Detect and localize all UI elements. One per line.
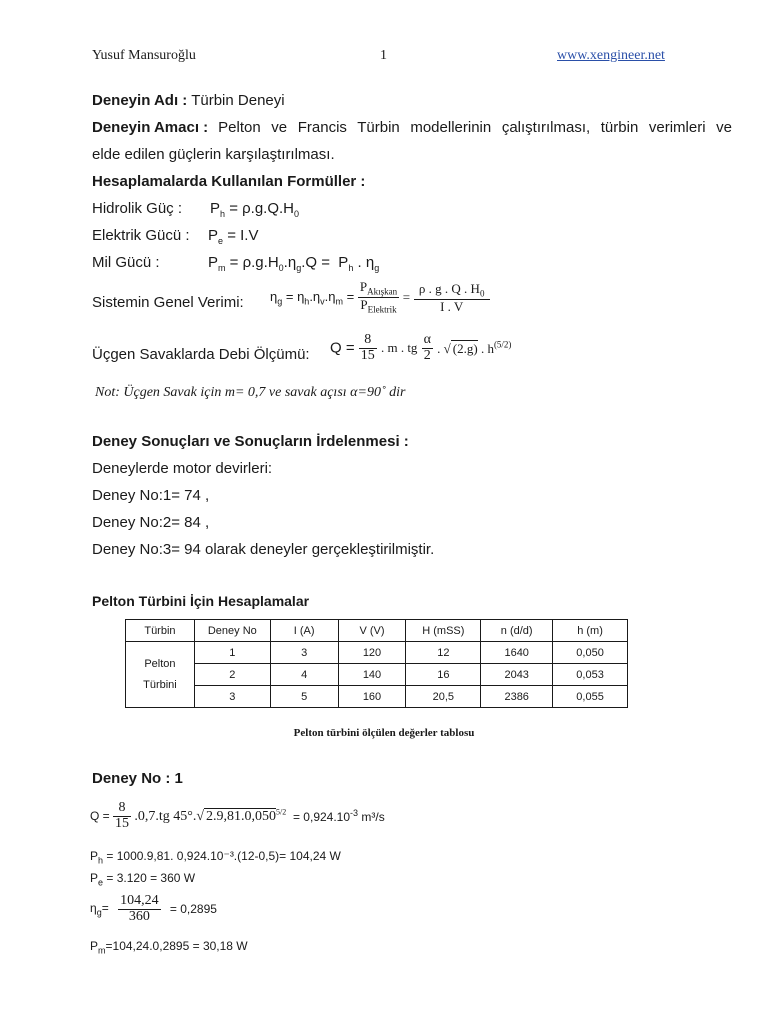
pelton-heading: Pelton Türbini İçin Hesaplamalar (92, 593, 310, 609)
experiment-purpose-text1: Pelton ve Francis Türbin modellerinin çalıştırılması, türbin verimleri ve (218, 119, 732, 136)
weir-note: Not: Üçgen Savak için m= 0,7 ve savak açısı α=90˚ dir (95, 385, 406, 400)
header-author: Yusuf Mansuroğlu (92, 48, 196, 63)
header-website-link[interactable]: www.xengineer.net (557, 48, 665, 63)
hydraulic-power-label: Hidrolik Güç : (92, 200, 183, 217)
shaft-power-value: =104,24.0,2895 = 30,18 W (105, 939, 248, 953)
table-header-cell: V (V) (338, 620, 406, 642)
electric-power-label: Elektrik Gücü : (92, 227, 190, 244)
experiment-purpose-label: Deneyin Amacı : (92, 119, 209, 136)
formulas-heading: Hesaplamalarda Kullanılan Formüller : (92, 173, 366, 190)
electric-power-calculation: $P_e = 3.120 = 360$ W (90, 871, 196, 888)
table-header-cell: h (m) (553, 620, 628, 642)
efficiency-numerator: 104,24 (120, 893, 159, 908)
experiment-2-speed: Deney No:2= 84 , (92, 514, 210, 531)
electric-power-value: = 3.120 = 360 W (106, 871, 196, 885)
table-cell: 140 (338, 664, 406, 686)
table-header-cell: I (A) (270, 620, 338, 642)
experiment-1-speed: Deney No:1= 74 , (92, 487, 210, 504)
flow-rate-exponent: -3 (350, 808, 359, 819)
table-cell: 4 (270, 664, 338, 686)
table-cell: 160 (338, 686, 406, 708)
shaft-power-calculation: $P_m=104,24.0,2895 = 30,18$ W (90, 939, 248, 956)
table-cell: 3 (270, 642, 338, 664)
table-row (126, 664, 628, 686)
experiment-name-value: Türbin Deneyi (191, 92, 285, 109)
weir-flow-label: Üçgen Savaklarda Debi Ölçümü: (92, 346, 310, 363)
table-row (126, 686, 628, 708)
turbine-type-line1: Pelton (144, 657, 176, 670)
efficiency-value-ratio: $\frac{\rho . g . Q . H_0}{I . V}$ (414, 282, 490, 314)
table-header-cell: n (d/d) (481, 620, 553, 642)
turbine-type-line2: Türbini (143, 678, 177, 691)
hydraulic-power-formula: $P_h = \rho.g.Q.H_0$ (210, 200, 300, 219)
pelton-measurements-table (125, 619, 628, 708)
table-cell: 0,050 (553, 642, 628, 664)
experiment-1-heading: Deney No : 1 (92, 770, 183, 787)
hydraulic-power-value: = 1000.9,81. 0,924.10⁻³.(12-0,5)= 104,24 W (106, 849, 341, 863)
efficiency-calculation: $\eta_g=$ $\frac{104,24}{360}$ = 0,2895 (90, 893, 217, 924)
shaft-power-formula: $P_m = \rho.g.H_0.\eta_g.Q = P_h$ . $\eta_g$ (208, 254, 380, 273)
shaft-power-label: Mil Gücü : (92, 254, 160, 271)
table-cell: 2386 (481, 686, 553, 708)
table-cell: 16 (406, 664, 481, 686)
efficiency-denominator: 360 (128, 908, 150, 924)
table-header-cell: H (mSS) (406, 620, 481, 642)
experiment-3-speed: Deney No:3= 94 olarak deneyler gerçekleştirilmiştir. (92, 541, 435, 558)
flow-rate-result: = 0,924.10 (292, 810, 351, 825)
efficiency-result: = 0,2895 (169, 902, 217, 917)
efficiency-formula: $\eta_g = \eta_h.\eta_v.\eta_m$ = $\frac{P_{Akışkan}}{P_{Elektrik}}$ = $\frac{\rho . g . Q . H_0}{I . V}$ (270, 280, 490, 315)
experiment-name-label: Deneyin Adı : (92, 92, 188, 109)
experiment-purpose-line1 (92, 119, 732, 136)
table-header-row (126, 620, 628, 642)
flow-rate-unit: m³/s (358, 810, 385, 825)
table-cell: 0,053 (553, 664, 628, 686)
table-cell: 20,5 (406, 686, 481, 708)
table-cell: 2043 (481, 664, 553, 686)
results-heading: Deney Sonuçları ve Sonuçların İrdelenmesi : (92, 433, 409, 450)
experiment-name-line (92, 92, 285, 109)
efficiency-label: Sistemin Genel Verimi: (92, 294, 244, 311)
table-header-cell: Türbin (126, 620, 195, 642)
weir-flow-formula: Q = $\frac{8}{15}$ . m . tg $\frac{\alpha}{2}$ . √ (2.g) . $h^{(5/2)}$ (330, 332, 512, 363)
table-cell: 1640 (481, 642, 553, 664)
table-cell: 3 (194, 686, 270, 708)
table-cell: 12 (406, 642, 481, 664)
hydraulic-power-calculation: $P_h = 1000.9,81$. 0,924.10⁻³.(12-0,5)= 104,24 W (90, 849, 341, 866)
table-cell: 1 (194, 642, 270, 664)
experiment-purpose-text2: elde edilen güçlerin karşılaştırılması. (92, 146, 335, 163)
table-row (126, 642, 628, 664)
table-cell: 5 (270, 686, 338, 708)
efficiency-power-ratio: $\frac{P_{Akışkan}}{P_{Elektrik}}$ (359, 279, 398, 315)
flow-rate-calculation: Q = $\frac{8}{15}$ .0,7.tg 45°.√ $2.9,81.0,050^{5/2} = 0,924.10^{-3}$ m³/s (90, 800, 385, 831)
table-header-cell: Deney No (194, 620, 270, 642)
table-cell: 0,055 (553, 686, 628, 708)
table-cell: 120 (338, 642, 406, 664)
turbine-type-cell (126, 642, 195, 708)
header-page-number: 1 (380, 48, 387, 63)
electric-power-formula: $P_e = I.V$ (208, 227, 259, 246)
table-cell: 2 (194, 664, 270, 686)
motor-speeds-intro: Deneylerde motor devirleri: (92, 460, 273, 477)
pelton-table-caption: Pelton türbini ölçülen değerler tablosu (293, 727, 475, 739)
